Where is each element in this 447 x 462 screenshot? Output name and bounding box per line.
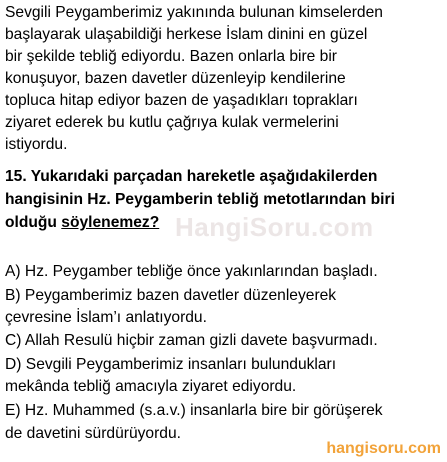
option-e: E) Hz. Muhammed (s.a.v.) insanlarla bire bir görüşerek (5, 402, 383, 419)
option-a: A) Hz. Peygamber tebliğe önce yakınlarından başladı. (5, 263, 378, 280)
passage-line: topluca hitap ediyor bazen de yaşadıkları toprakları (5, 92, 358, 109)
option-d: D) Sevgili Peygamberimiz insanları bulundukları (5, 356, 337, 373)
passage-line: başlayarak ulaşabildiği herkese İslam dinini en güzel (5, 26, 368, 43)
option-e-cont: de davetini sürdürüyordu. (5, 425, 181, 442)
question-stem-line: hangisinin Hz. Peygamberin tebliğ metotlarından biri (5, 191, 395, 208)
option-c: C) Allah Resulü hiçbir zaman gizli davete başvurmadı. (5, 332, 378, 349)
passage-line: Sevgili Peygamberimiz yakınında bulunan kimselerden (5, 4, 383, 21)
brand-watermark: hangisoru.com (326, 440, 441, 457)
question-stem-line: 15. Yukarıdaki parçadan hareketle aşağıdakilerden (5, 168, 378, 185)
question-prefix: olduğu (5, 214, 62, 231)
option-b-cont: çevresine İslam’ı anlatıyordu. (5, 309, 207, 326)
question-underlined-word: söylenemez? (61, 214, 160, 231)
passage-line: ziyaret ederek bu kutlu çağrıya kulak vermelerini (5, 114, 339, 131)
question-stem-line (5, 213, 159, 233)
option-b: B) Peygamberimiz bazen davetler düzenleyerek (5, 287, 337, 304)
passage-line: konuşuyor, bazen davetler düzenleyip kendilerine (5, 70, 346, 87)
passage-line: bir şekilde tebliğ ediyordu. Bazen onlarla bire bir (5, 48, 337, 65)
option-d-cont: mekânda tebliğ amacıyla ziyaret ediyordu. (5, 378, 297, 395)
watermark-text: HangiSoru.com (175, 212, 374, 242)
passage-line: istiyordu. (5, 136, 68, 153)
